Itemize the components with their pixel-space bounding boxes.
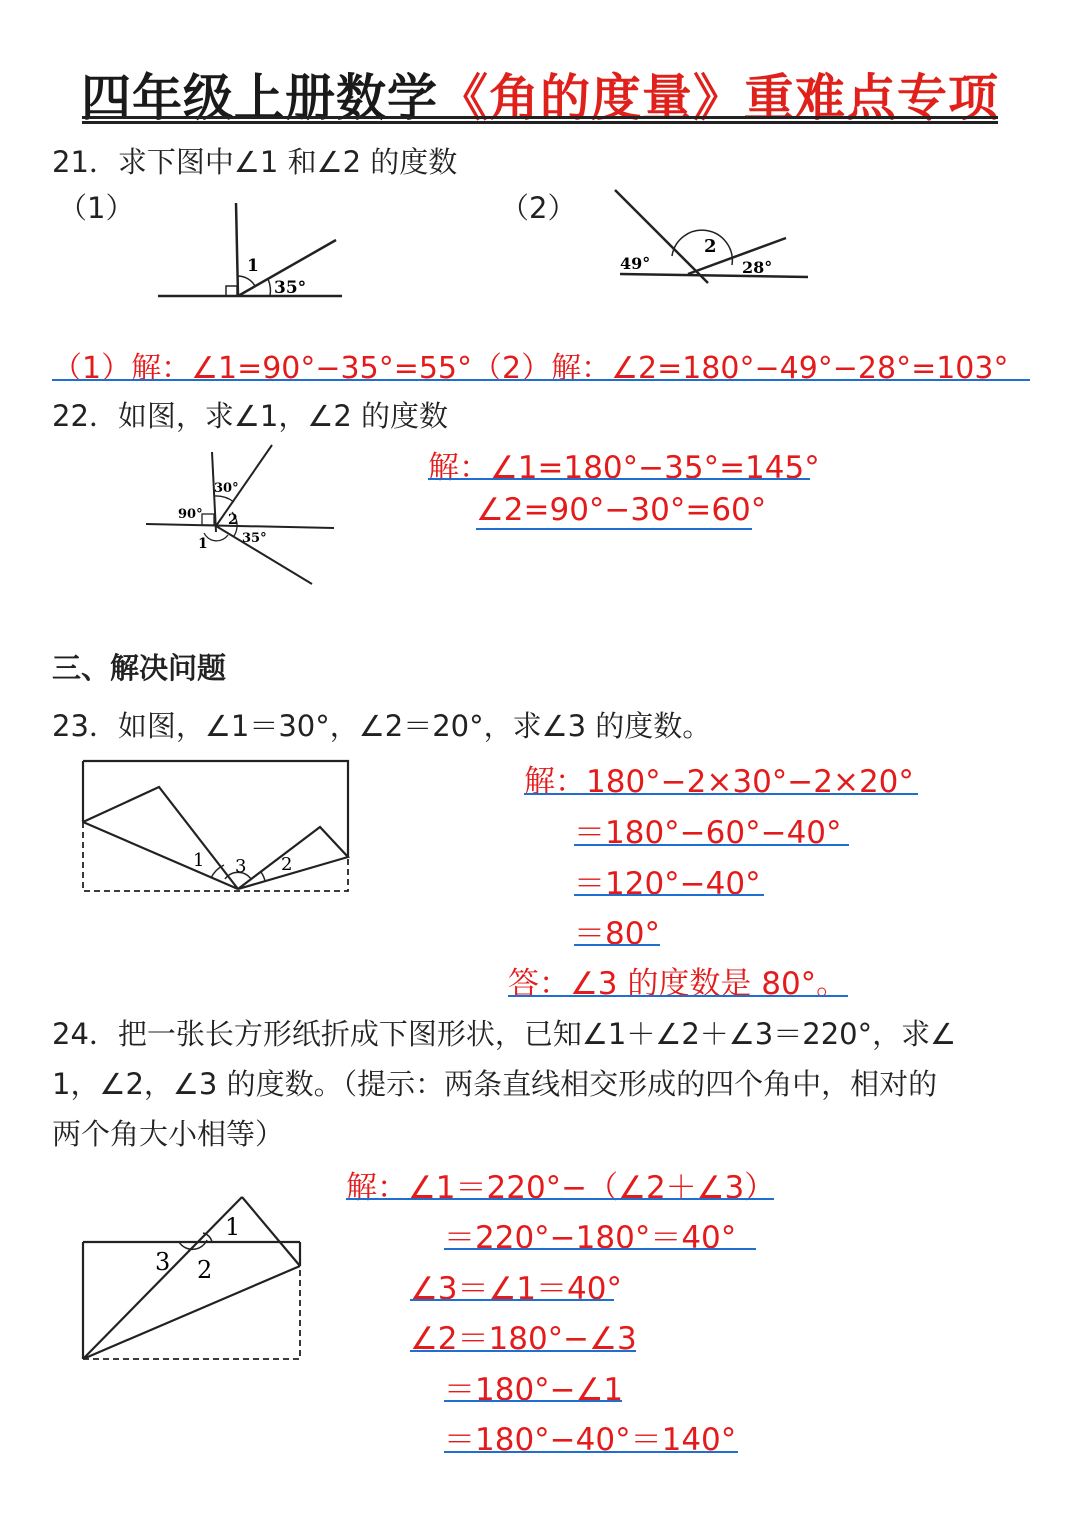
q21-answer-underline [52,379,1030,381]
q21-answer: （1）解：∠1=90°−35°=55°（2）解：∠2=180°−49°−28°=103° [52,351,1009,386]
q24-answer-line-5: ＝180°−∠1 [444,1372,624,1408]
q24-answer-underline-6 [444,1451,738,1453]
q23-figure [75,755,360,900]
title-black-part: 四年级上册数学 [81,69,438,127]
q21-fig1-degree: 35° [274,278,307,298]
q21-figure-2 [610,185,820,290]
section-heading: 三、解决问题 [52,651,227,685]
q22-fig-90: 90° [178,507,203,522]
q22-fig-35: 35° [242,531,267,546]
q22-fig-30: 30° [214,481,239,496]
q24-text-line-2: 1，∠2，∠3 的度数。（提示：两条直线相交形成的四个角中，相对的 [52,1067,938,1101]
q23-text: 23．如图，∠1＝30°，∠2＝20°，求∠3 的度数。 [52,709,712,743]
q24-answer-line-1: 解：∠1＝220°−（∠2＋∠3） [346,1170,776,1206]
q23-fig-angle2: 2 [281,854,293,875]
q24-answer-underline-1 [346,1198,774,1200]
q24-fig-angle3: 3 [155,1248,171,1276]
q22-fig-angle2: 2 [228,512,238,528]
q24-answer-underline-4 [410,1350,636,1352]
title-underline [82,116,998,119]
q24-answer-line-3: ∠3＝∠1＝40° [410,1271,622,1307]
q24-figure [75,1190,310,1365]
q23-answer-line-3: ＝120°−40° [574,866,761,902]
q23-answer-line-1: 解：180°−2×30°−2×20° [524,764,914,800]
q23-answer-underline-4 [574,944,660,946]
q24-answer-line-2: ＝220°−180°＝40° [444,1220,737,1256]
q23-answer-underline-1 [524,793,918,795]
q22-answer-line-1: 解：∠1=180°−35°=145° [428,450,820,486]
q21-label-2: （2） [500,191,577,225]
q21-figure-1 [150,195,350,305]
title-underline-2 [82,121,998,124]
q22-fig-angle1: 1 [198,536,208,552]
q23-answer-underline-5 [508,995,848,997]
q24-answer-underline-5 [444,1400,622,1402]
q22-figure [140,440,350,590]
q22-answer-line-2: ∠2=90°−30°=60° [476,492,767,528]
q24-text-line-1: 24．把一张长方形纸折成下图形状，已知∠1＋∠2＋∠3＝220°，求∠ [52,1017,957,1051]
q21-label-1: （1） [58,191,135,225]
q24-fig-angle1: 1 [225,1213,241,1241]
q23-fig-angle3: 3 [235,856,247,877]
q23-answer-underline-3 [574,894,764,896]
q24-answer-line-4: ∠2＝180°−∠3 [410,1321,637,1357]
title-red-part: 《角的度量》重难点专项 [438,69,999,127]
q21-fig2-deg-right: 28° [742,258,773,277]
q21-text: 21．求下图中∠1 和∠2 的度数 [52,145,458,179]
q23-answer-line-5: 答：∠3 的度数是 80°。 [508,966,848,1002]
q24-answer-underline-2 [444,1248,756,1250]
q24-answer-line-6: ＝180°−40°＝140° [444,1422,737,1458]
page-title [0,58,1080,130]
q24-text-line-3: 两个角大小相等） [52,1117,285,1151]
q21-fig2-angle2: 2 [704,236,717,257]
q22-answer-underline-2 [476,528,752,530]
q24-fig-angle2: 2 [197,1256,213,1284]
q23-answer-line-2: ＝180°−60°−40° [574,815,842,851]
q22-text: 22．如图，求∠1，∠2 的度数 [52,399,449,433]
q23-answer-underline-2 [574,844,849,846]
q23-answer-line-4: ＝80° [574,916,660,952]
q24-answer-underline-3 [410,1299,614,1301]
q21-fig2-deg-left: 49° [620,254,651,273]
q21-fig1-angle1: 1 [247,256,259,276]
q23-fig-angle1: 1 [193,850,205,871]
q22-answer-underline-1 [428,478,810,480]
